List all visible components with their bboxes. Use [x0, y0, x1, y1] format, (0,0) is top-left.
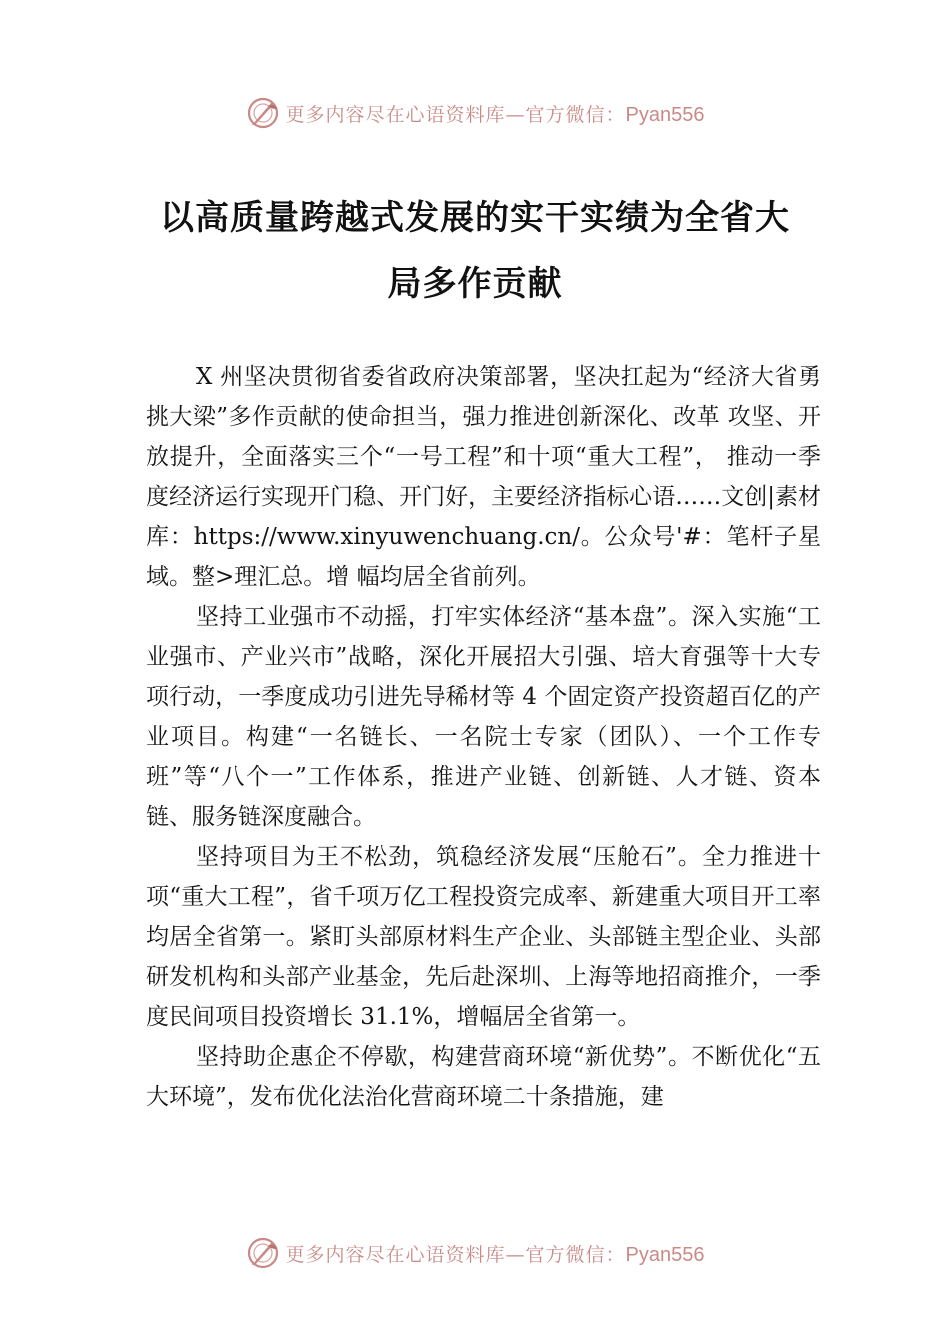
wechat-id: Pyan556 [625, 103, 705, 126]
paragraph-1: X 州坚决贯彻省委省政府决策部署，坚决扛起为“经济大省勇挑大梁”多作贡献的使命担当，强力推进创新深化、改革 攻坚、开放提升，全面落实三个“一号工程”和十项“重大工程”， 推动一季度经济运行实现开门稳、开门好，主要经济指标心语……文创|素材库：https://www.xinyuwenchuang.cn/。公众号'#：笔杆子星域。整>理汇总。增 幅均居全省前列。 [146, 364, 821, 590]
document-title-line-2: 局多作贡献 [387, 264, 563, 304]
document-title-line-1: 以高质量跨越式发展的实干实绩为全省大 [160, 198, 790, 238]
banner-text: 更多内容尽在心语资料库—官方微信：Pyan556 [285, 103, 705, 126]
banner-text: 更多内容尽在心语资料库—官方微信：Pyan556 [285, 1243, 705, 1266]
paragraph-4: 坚持助企惠企不停歇，构建营商环境“新优势”。不断优化“五大环境”，发布优化法治化营商环境二十条措施，建 [146, 1044, 821, 1110]
quill-seal-icon [246, 1236, 280, 1270]
document-body [146, 357, 821, 1117]
paragraph-3: 坚持项目为王不松劲，筑稳经济发展“压舱石”。全力推进十项“重大工程”，省千项万亿工程投资完成率、新建重大项目开工率均居全省第一。紧盯头部原材料生产企业、头部链主型企业、头部研发机构和头部产业基金，先后赴深圳、上海等地招商推介，一季度民间项目投资增长 31.1%，增幅居全省第一。 [146, 844, 821, 1030]
quill-seal-icon [246, 96, 280, 130]
header-banner [0, 96, 950, 130]
paragraph-2: 坚持工业强市不动摇，打牢实体经济“基本盘”。深入实施“工业强市、产业兴市”战略，深化开展招大引强、培大育强等十大专项行动，一季度成功引进先导稀材等 4 个固定资产投资超百亿的产业项目。构建“一名链长、一名院士专家（团队）、一个工作专班”等“八个一”工作体系，推进产业链、创新链、人才链、资本链、服务链深度融合。 [146, 604, 821, 830]
footer-banner [0, 1236, 950, 1270]
wechat-id: Pyan556 [625, 1243, 705, 1266]
